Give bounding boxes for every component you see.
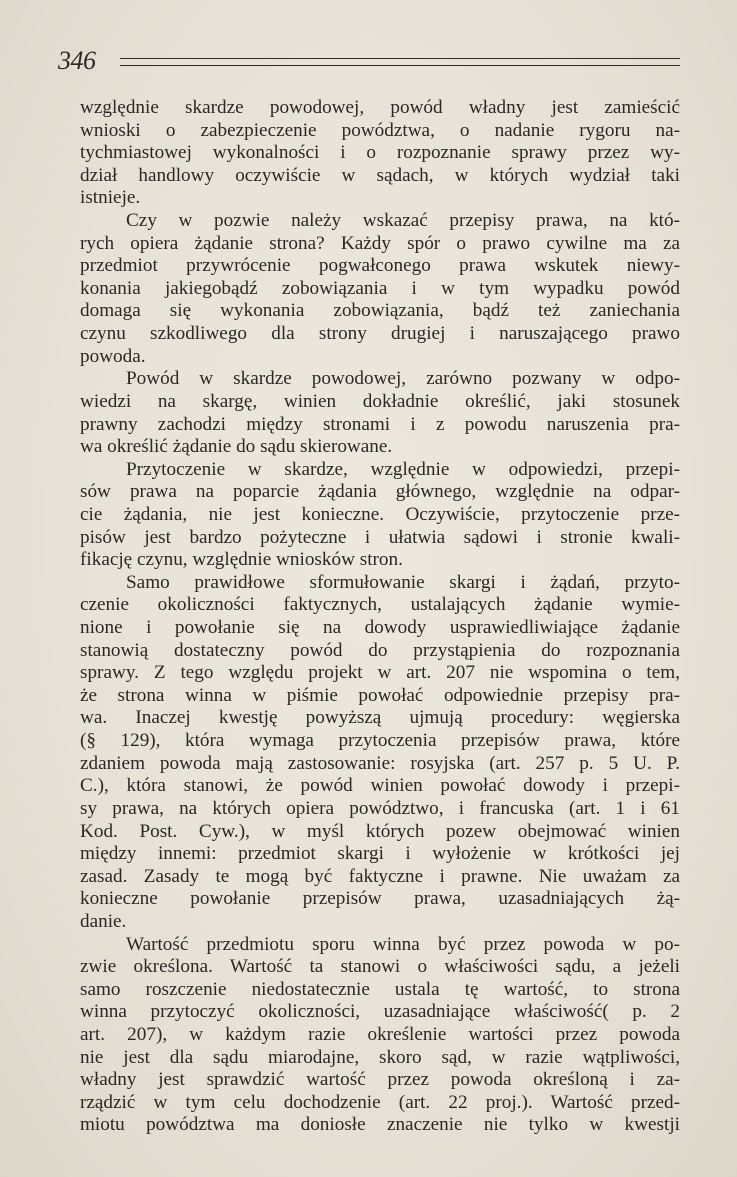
text-line: tychmiastowej wykonalności i o rozpoznanie sprawy przez wy- [80, 142, 680, 164]
text-line: pisów jest bardzo pożyteczne i ułatwia sądowi i stronie kwali- [80, 526, 680, 548]
text-line: Kod. Post. Cyw.), w myśl których pozew obejmować winien [80, 820, 680, 842]
text-line: rych opiera żądanie strona? Każdy spór o prawo cywilne ma za [80, 232, 680, 254]
text-line: fikację czynu, względnie wniosków stron. [80, 549, 403, 571]
text-line: konania jakiegobądź zobowiązania i w tym wypadku powód [80, 277, 680, 299]
text-line: rządzić w tym celu dochodzenie (art. 22 proj.). Wartość przed- [80, 1091, 680, 1113]
text-line: istnieje. [80, 187, 141, 209]
text-line: (§ 129), która wymaga przytoczenia przepisów prawa, które [80, 730, 680, 752]
text-line: sów prawa na poparcie żądania głównego, względnie na odpar- [80, 481, 680, 503]
text-line: wnioski o zabezpieczenie powództwa, o nadanie rygoru na- [80, 119, 680, 141]
text-line: zasad. Zasady te mogą być faktyczne i prawne. Nie uważam za [80, 865, 680, 887]
text-line: zwie określona. Wartość ta stanowi o właściwości sądu, a jeżeli [80, 956, 680, 978]
header-rule-bottom [120, 65, 680, 66]
text-line: wiedzi na skargę, winien dokładnie określić, jaki stosunek [80, 390, 680, 412]
text-line: Wartość przedmiotu sporu winna być przez powoda w po- [126, 933, 680, 955]
text-line: prawny zachodzi między stronami i z powodu naruszenia pra- [80, 413, 680, 435]
page-header [58, 46, 680, 76]
text-line: stanowią dostateczny powód do przystąpienia do rozpoznania [80, 639, 680, 661]
header-rule-top [120, 58, 680, 59]
page-number: 346 [58, 46, 96, 75]
text-line: samo roszczenie niedostatecznie ustala tę wartość, to strona [80, 978, 680, 1000]
text-line: domaga się wykonania zobowiązania, bądź też zaniechania [80, 300, 680, 322]
text-line: danie. [80, 910, 127, 932]
text-line: zdaniem powoda mają zastosowanie: rosyjska (art. 257 p. 5 U. P. [80, 752, 680, 774]
text-line: Samo prawidłowe sformułowanie skargi i żądań, przyto- [126, 571, 680, 593]
text-line: winna przytoczyć okoliczności, uzasadniające właściwość( p. 2 [80, 1001, 680, 1023]
text-line: względnie skardze powodowej, powód władny jest zamieścić [80, 97, 680, 118]
text-line: nie jest dla sądu miarodajne, skoro sąd, w razie wątpliwości, [80, 1046, 680, 1068]
text-line: sy prawa, na których opiera powództwo, i francuska (art. 1 i 61 [80, 797, 680, 819]
text-line: Powód w skardze powodowej, zarówno pozwany w odpo- [126, 368, 680, 390]
text-line: sprawy. Z tego względu projekt w art. 207 nie wspomina o tem, [80, 662, 680, 684]
text-line: dział handlowy oczywiście w sądach, w których wydział taki [80, 164, 680, 186]
text-line: powoda. [80, 345, 146, 367]
text-line: nione i powołanie się na dowody usprawiedliwiające żądanie [80, 617, 680, 639]
text-line: wa określić żądanie do sądu skierowane. [80, 436, 393, 458]
text-line: konieczne powołanie przepisów prawa, uzasadniających żą- [80, 888, 680, 910]
text-line: art. 207), w każdym razie określenie wartości przez powoda [80, 1023, 680, 1045]
text-line: C.), która stanowi, że powód winien powołać dowody i przepi- [80, 775, 680, 797]
text-line: między innemi: przedmiot skargi i wyłożenie w krótkości jej [80, 843, 680, 865]
text-line: władny jest sprawdzić wartość przez powoda określoną i za- [80, 1069, 680, 1091]
body-text [80, 97, 680, 1137]
text-line: że strona winna w piśmie powołać odpowiednie przepisy pra- [80, 684, 680, 706]
text-line: czenie okoliczności faktycznych, ustalających żądanie wymie- [80, 594, 680, 616]
text-line: miotu powództwa ma doniosłe znaczenie nie tylko w kwestji [80, 1114, 680, 1136]
text-line: wa. Inaczej kwestję powyższą ujmują procedury: węgierska [80, 707, 680, 729]
text-line: czynu szkodliwego dla strony drugiej i naruszającego prawo [80, 323, 680, 345]
text-line: cie żądania, nie jest konieczne. Oczywiście, przytoczenie prze- [80, 503, 680, 525]
text-line: Przytoczenie w skardze, względnie w odpowiedzi, przepi- [126, 458, 680, 480]
text-line: przedmiot przywrócenie pogwałconego prawa wskutek niewy- [80, 255, 680, 277]
text-line: Czy w pozwie należy wskazać przepisy prawa, na któ- [126, 210, 680, 232]
